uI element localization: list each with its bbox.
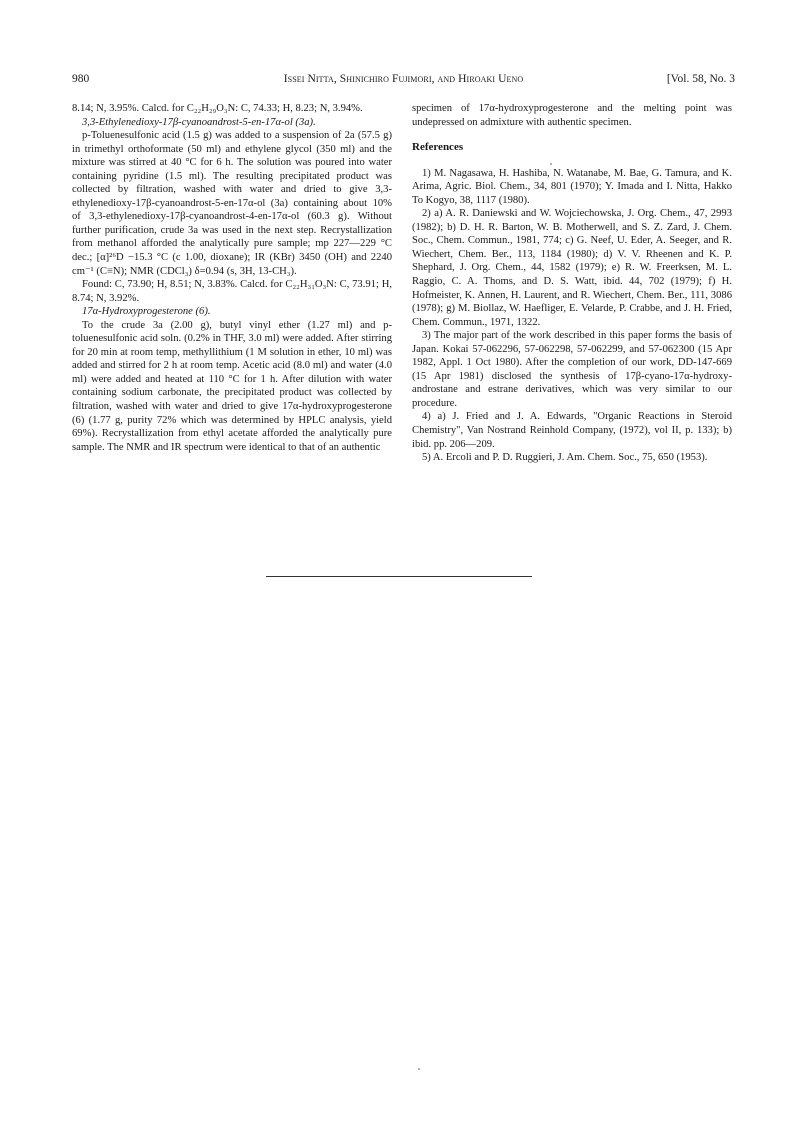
procedure-6: To the crude 3a (2.00 g), butyl vinyl ether (1.27 ml) and p-toluenesulfonic acid soln. (0.2% in THF, 3.0 ml) were added. After stirring for 20 min at room temp, methyllithium (1 M solution in ether, 10 ml) was added and stirred for 2 h at room temp. Acetic acid (8.0 ml) and water (4.0 ml) were added and heated at 110 °C for 1 h. After dilution with water containing sodium carbonate, the precipitated product was collected by filtration, washed with water and dried to give 17α-hydroxyprogesterone (6) (1.77 g, purity 72% which was determined by HPLC analysis, yield 69%). Recrystallization from ethyl acetate afforded the analytically pure sample. The NMR and IR spectrum were identical to that of an authentic	[72, 319, 392, 453]
reference-1: 1) M. Nagasawa, H. Hashiba, N. Watanabe, M. Bae, G. Tamura, and K. Arima, Agric. Biol. Chem., 34, 801 (1970); Y. Imada and I. Nitta, Hakko To Kogyo, 38, 1117 (1980).	[412, 167, 732, 206]
procedure-6-continued: specimen of 17α-hydroxyprogesterone and the melting point was undepressed on admixture with authentic specimen.	[412, 103, 732, 128]
speck-mark	[550, 163, 552, 165]
page-number: 980	[72, 73, 90, 85]
reference-5: 5) A. Ercoli and P. D. Ruggieri, J. Am. Chem. Soc., 75, 650 (1953).	[422, 452, 708, 464]
right-column	[412, 102, 732, 465]
section-heading-6: 17α-Hydroxyprogesterone (6).	[82, 306, 211, 318]
running-authors: Issei Nitta, Shinichiro Fujimori, and Hiroaki Ueno	[283, 73, 524, 85]
reference-3: 3) The major part of the work described in this paper forms the basis of Japan. Kokai 57-062296, 57-062298, 57-062299, and 57-062300 (15 Apr 1982, Appl. 1 Oct 1980). After the completion of our work, DD-147-669 (15 Apr 1981) disclosed the synthesis of 17β-cyano-17α-hydroxy-androstane and estrane derivatives, which was very similar to our procedure.	[412, 330, 732, 409]
references-heading: References	[412, 141, 464, 154]
end-rule	[266, 576, 532, 577]
analysis-continued: 8.14; N, 3.95%. Calcd. for C₂₂H₂₉O₃N: C, 74.33; H, 8.23; N, 3.94%.	[72, 103, 363, 114]
procedure-3a: p-Toluenesulfonic acid (1.5 g) was added to a suspension of 2a (57.5 g) in trimethyl orthoformate (50 ml) and ethylene glycol (350 ml) and the mixture was stirred at 40 °C for 6 h. The solution was poured into water containing pyridine (1.5 ml). The resulting precipitated product was collected by filtration, washed with water and dried to give 3,3-ethylenedioxy-17β-cyanoandrost-5-en-17α-ol (3a) containing about 10% of 3,3-ethylenedioxy-17β-cyanoandrost-4-en-17α-ol (60.3 g). Without further purification, crude 3a was used in the next step. Recrystallization from methanol afforded the analytically pure sample; mp 227—229 °C dec.; [α]²⁶D −15.3 °C (c 1.00, dioxane); IR (KBr) 3450 (OH) and 2240 cm⁻¹ (C≡N); NMR (CDCl₃) δ=0.94 (s, 3H, 13-CH₃).	[72, 130, 392, 277]
left-column	[72, 102, 392, 454]
analysis-3a: Found: C, 73.90; H, 8.51; N, 3.83%. Calcd. for C₂₂H₃₁O₃N: C, 73.91; H, 8.74; N, 3.92%.	[72, 279, 392, 304]
speck-mark	[418, 1068, 420, 1070]
reference-4: 4) a) J. Fried and J. A. Edwards, "Organic Reactions in Steroid Chemistry", Van Nostrand Reinhold Company, (1972), vol II, p. 133); b) ibid. pp. 206—209.	[412, 411, 732, 450]
journal-volume: [Vol. 58, No. 3	[666, 73, 735, 85]
section-heading-3a: 3,3-Ethylenedioxy-17β-cyanoandrost-5-en-17α-ol (3a).	[82, 116, 316, 128]
reference-2: 2) a) A. R. Daniewski and W. Wojciechowska, J. Org. Chem., 47, 2993 (1982); b) D. H. R. Barton, W. B. Motherwell, and S. Z. Zard, J. Chem. Soc., Chem. Commun., 1981, 774; c) G. Neef, U. Eder, A. Seeger, and R. Wiechert, Chem. Ber., 113, 1184 (1980); d) V. V. Rheenen and K. P. Shephard, J. Org. Chem., 44, 1582 (1979); e) R. W. Freerksen, M. L. Raggio, C. A. Thoms, and D. S. Watt, ibid. 44, 702 (1979); f) H. Hofmeister, K. Annen, H. Laurent, and R. Wiechert, Chem. Ber., 111, 3086 (1978); g) M. Biollaz, W. Haefliger, E. Velarde, P. Crabbe, and J. H. Fried, Chem. Commun., 1971, 1322.	[412, 208, 732, 328]
running-header	[72, 73, 735, 89]
